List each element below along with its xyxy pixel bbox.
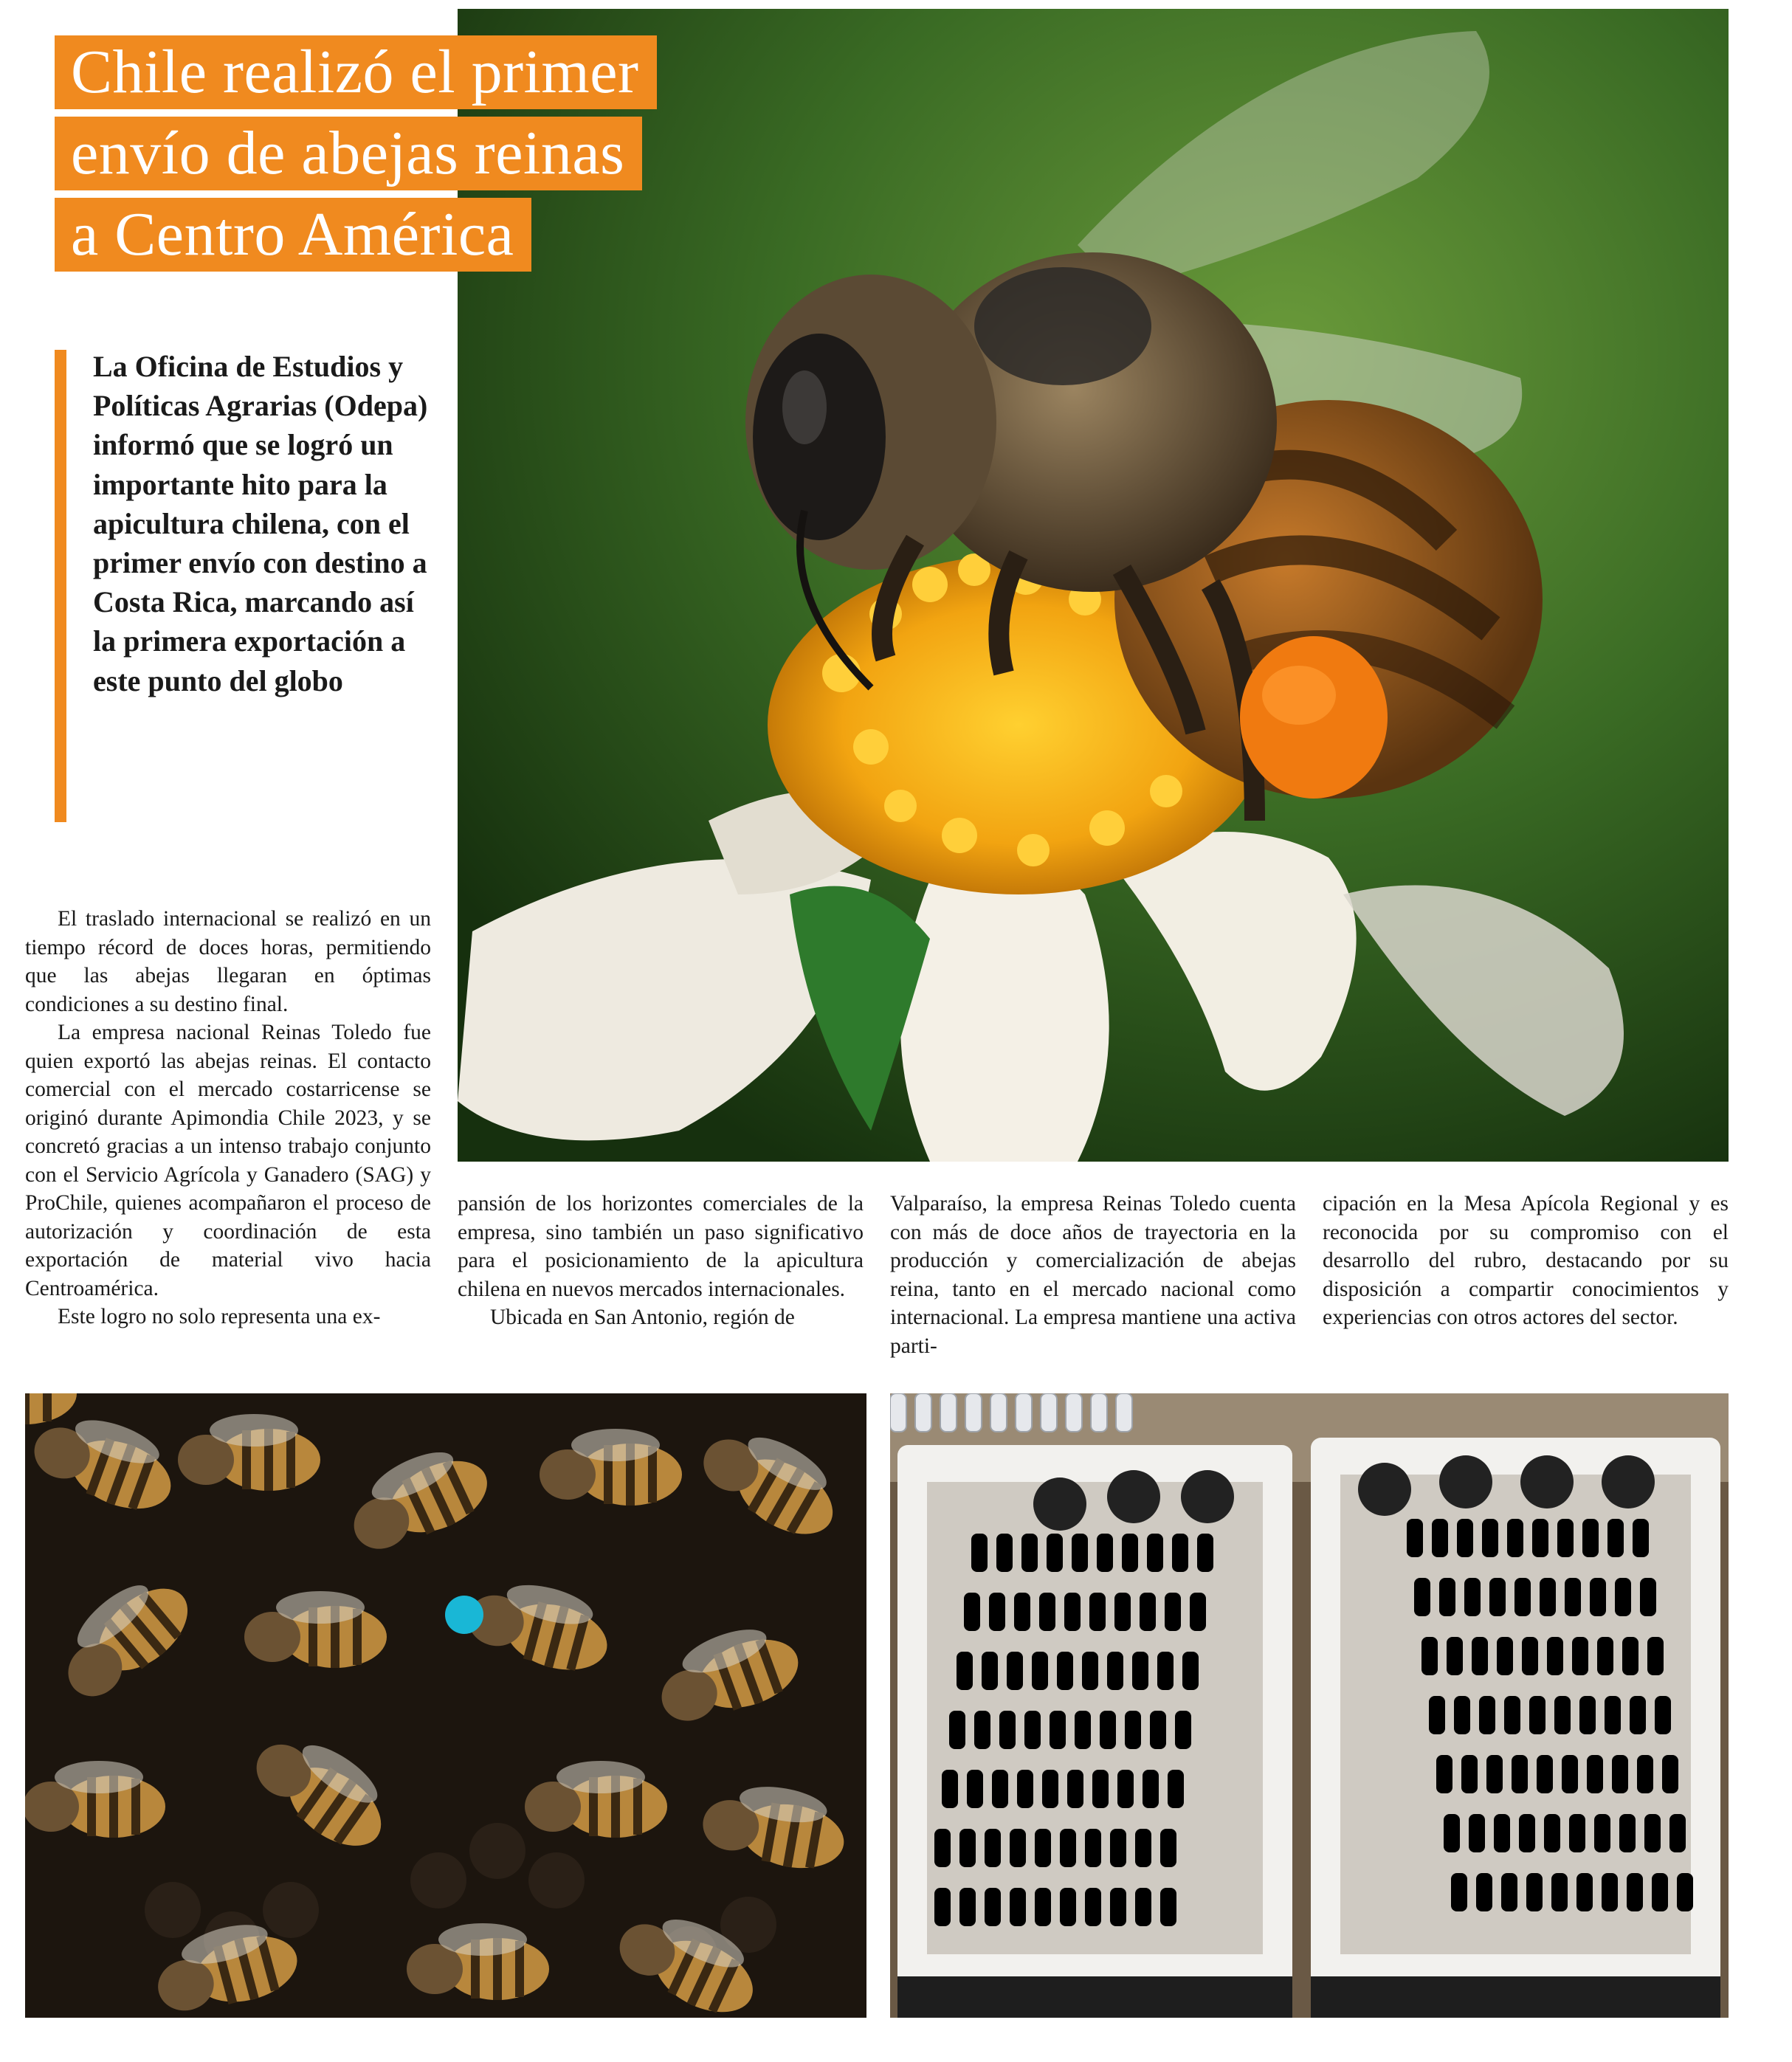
body-paragraph: Este logro no solo representa una ex-	[58, 1305, 381, 1328]
body-paragraph: Ubicada en San Antonio, región de	[490, 1306, 795, 1329]
headline-line-3: a Centro América	[55, 198, 531, 272]
hero-photo-bee-on-flower	[458, 9, 1729, 1162]
body-paragraph: El traslado internacional se realizó en un tiempo récord de doces horas, permitiendo que las abejas llegaran en óptimas condiciones a su destino final.	[25, 907, 431, 1016]
body-column-4	[1323, 1190, 1729, 1332]
lead-paragraph: La Oficina de Estudios y Políticas Agrarias (Odepa) informó que se logró un importante hito para la apicultura chilena, con el primer envío con destino a Costa Rica, marcando así la primera exportación a este punto del globo	[93, 350, 428, 697]
headline-line-1: Chile realizó el primer	[55, 35, 657, 109]
body-column-3	[890, 1190, 1296, 1360]
photo-queen-cages	[890, 1393, 1729, 2018]
lead-accent-bar	[55, 350, 66, 822]
headline-line-2: envío de abejas reinas	[55, 117, 642, 190]
body-paragraph: La empresa nacional Reinas Toledo fue quien exportó las abejas reinas. El contacto comercial con el mercado costarricense se originó durante Apimondia Chile 2023, y se concretó gracias a un intenso trabajo conjunto con el Servicio Agrícola y Ganadero (SAG) y ProChile, quienes acompañaron el proceso de autorización y coordinación de esta exportación de material vivo hacia Centroamérica.	[25, 1021, 431, 1300]
body-paragraph: pansión de los horizontes comerciales de la empresa, sino también un paso significativo para el posicionamiento de la apicultura chilena en nuevos mercados internacionales.	[458, 1192, 864, 1301]
body-paragraph: cipación en la Mesa Apícola Regional y es reconocida por su compromiso con el desarrollo del rubro, destacando por su disposición a compartir conocimientos y experiencias con otros actores del sector.	[1323, 1192, 1729, 1329]
body-column-2	[458, 1190, 864, 1332]
photo-bees-on-comb	[25, 1393, 866, 2018]
body-column-1	[25, 905, 431, 1331]
body-paragraph: Valparaíso, la empresa Reinas Toledo cuenta con más de doce años de trayectoria en la producción y comercialización de abejas reina, tanto en el mercado nacional como internacional. La empresa mantiene una activa parti-	[890, 1192, 1296, 1358]
